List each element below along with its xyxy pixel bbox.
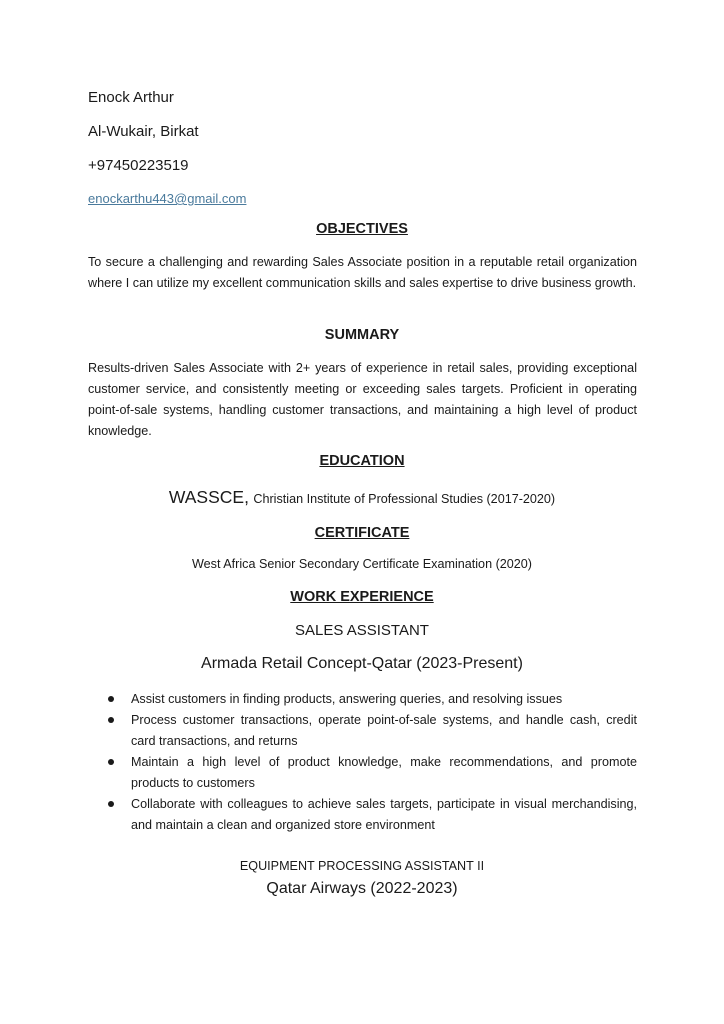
bullet-icon <box>108 696 114 702</box>
duty-text: Maintain a high level of product knowledge, make recommendations, and promote products to customers <box>131 755 637 790</box>
education-details: Christian Institute of Professional Studies (2017-2020) <box>253 492 556 506</box>
certificate-heading: CERTIFICATE <box>314 525 410 541</box>
summary-heading: SUMMARY <box>324 327 400 343</box>
contact-email-link[interactable]: enockarthu443@gmail.com <box>88 191 247 206</box>
job-company: Qatar Airways (2022-2023) <box>266 880 458 897</box>
certificate-text: West Africa Senior Secondary Certificate Examination (2020) <box>192 557 532 571</box>
list-item <box>88 752 637 794</box>
bullet-icon <box>108 717 114 723</box>
duty-text: Assist customers in finding products, answering queries, and resolving issues <box>131 692 563 706</box>
job-company: Armada Retail Concept-Qatar (2023-Present) <box>201 655 523 672</box>
job-title: EQUIPMENT PROCESSING ASSISTANT II <box>239 859 485 873</box>
education-qualification: WASSCE, <box>168 487 249 507</box>
job-title: SALES ASSISTANT <box>295 622 429 639</box>
list-item <box>88 689 637 710</box>
education-heading: EDUCATION <box>319 453 405 469</box>
bullet-icon <box>108 759 114 765</box>
duty-text: Collaborate with colleagues to achieve sales targets, participate in visual merchandising, and maintain a clean and organized store environment <box>131 797 637 832</box>
job-duties-list <box>88 689 637 836</box>
duty-text: Process customer transactions, operate point-of-sale systems, and handle cash, credit card transactions, and returns <box>131 713 637 748</box>
list-item <box>88 794 637 836</box>
contact-location: Al-Wukair, Birkat <box>88 123 199 140</box>
contact-phone: +97450223519 <box>88 157 189 174</box>
education-entry <box>0 487 724 508</box>
objectives-text: To secure a challenging and rewarding Sales Associate position in a reputable retail organization where I can utilize my excellent communication skills and sales expertise to drive business growth. <box>88 255 637 290</box>
list-item <box>88 710 637 752</box>
summary-text: Results-driven Sales Associate with 2+ years of experience in retail sales, providing exceptional customer service, and consistently meeting or exceeding sales targets. Proficient in operating point-of-sale systems, handling customer transactions, and maintaining a high level of product knowledge. <box>88 361 637 438</box>
objectives-heading: OBJECTIVES <box>316 221 408 237</box>
contact-name: Enock Arthur <box>88 89 174 106</box>
work-experience-heading: WORK EXPERIENCE <box>290 589 434 605</box>
bullet-icon <box>108 801 114 807</box>
